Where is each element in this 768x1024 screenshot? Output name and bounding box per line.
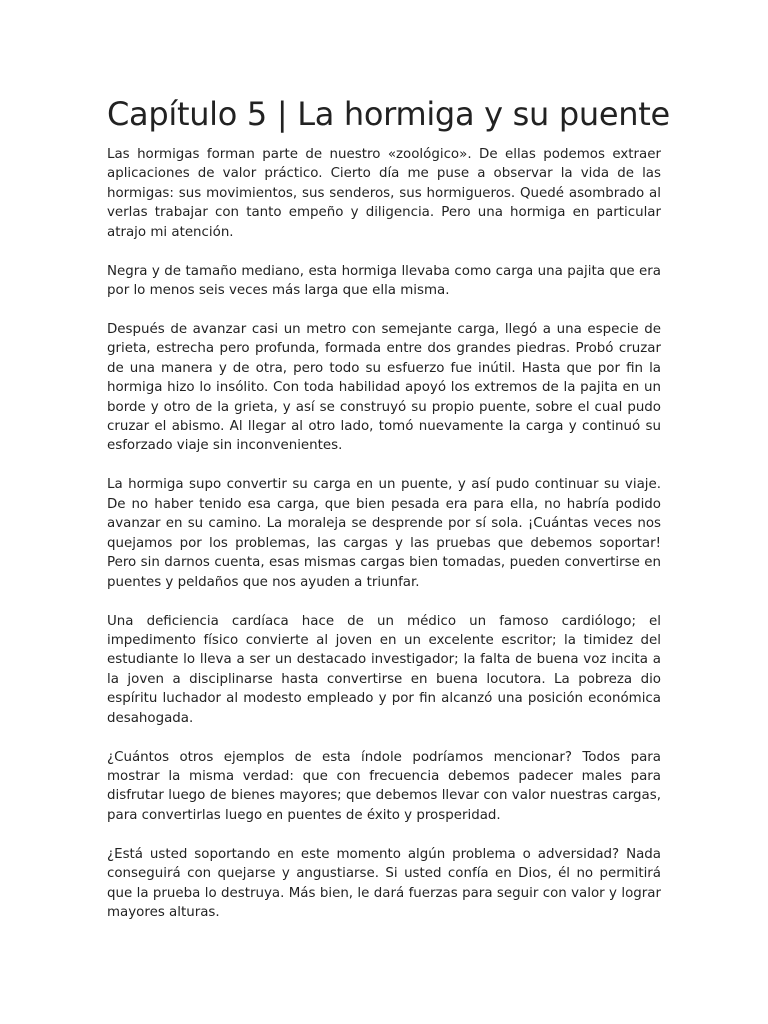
document-body [107, 145, 661, 942]
paragraph-1: Las hormigas forman parte de nuestro «zoológico». De ellas podemos extraer aplicaciones de valor práctico. Cierto día me puse a observar la vida de las hormigas: sus movimientos, sus senderos, sus hormigueros. Quedé asombrado al verlas trabajar con tanto empeño y diligencia. Pero una hormiga en particular atrajo mi atención. [107, 147, 661, 240]
paragraph-7: ¿Está usted soportando en este momento algún problema o adversidad? Nada conseguirá con quejarse y angustiarse. Si usted confía en Dios, él no permitirá que la prueba lo destruya. Más bien, le dará fuerzas para seguir con valor y lograr mayores alturas. [107, 846, 661, 920]
paragraph-4: La hormiga supo convertir su carga en un puente, y así pudo continuar su viaje. De no haber tenido esa carga, que bien pesada era para ella, no habría podido avanzar en su camino. La moraleja se desprende por sí sola. ¡Cuántas veces nos quejamos por los problemas, las cargas y las pruebas que debemos soportar! Pero sin darnos cuenta, esas mismas cargas bien tomadas, pueden convertirse en puentes y peldaños que nos ayuden a triunfar. [107, 477, 661, 590]
paragraph-6: ¿Cuántos otros ejemplos de esta índole podríamos mencionar? Todos para mostrar la misma verdad: que con frecuencia debemos padecer males para disfrutar luego de bienes mayores; que debemos llevar con valor nuestras cargas, para convertirlas luego en puentes de éxito y prosperidad. [107, 749, 661, 823]
paragraph-5: Una deficiencia cardíaca hace de un médico un famoso cardiólogo; el impedimento físico convierte al joven en un excelente escritor; la timidez del estudiante lo lleva a ser un destacado investigador; la falta de buena voz incita a la joven a disciplinarse hasta convertirse en buena locutora. La pobreza dio espíritu luchador al modesto empleado y por fin alcanzó una posición económica desahogada. [107, 613, 661, 726]
paragraph-3: Después de avanzar casi un metro con semejante carga, llegó a una especie de grieta, estrecha pero profunda, formada entre dos grandes piedras. Probó cruzar de una manera y de otra, pero todo su esfuerzo fue inútil. Hasta que por fin la hormiga hizo lo insólito. Con toda habilidad apoyó los extremos de la pajita en un borde y otro de la grieta, y así se construyó su propio puente, sobre el cual pudo cruzar el abismo. Al llegar al otro lado, tomó nuevamente la carga y continuó su esforzado viaje sin inconvenientes. [107, 322, 661, 454]
chapter-title: Capítulo 5 | La hormiga y su puente [107, 95, 670, 133]
paragraph-2: Negra y de tamaño mediano, esta hormiga llevaba como carga una pajita que era por lo menos seis veces más larga que ella misma. [107, 263, 661, 299]
